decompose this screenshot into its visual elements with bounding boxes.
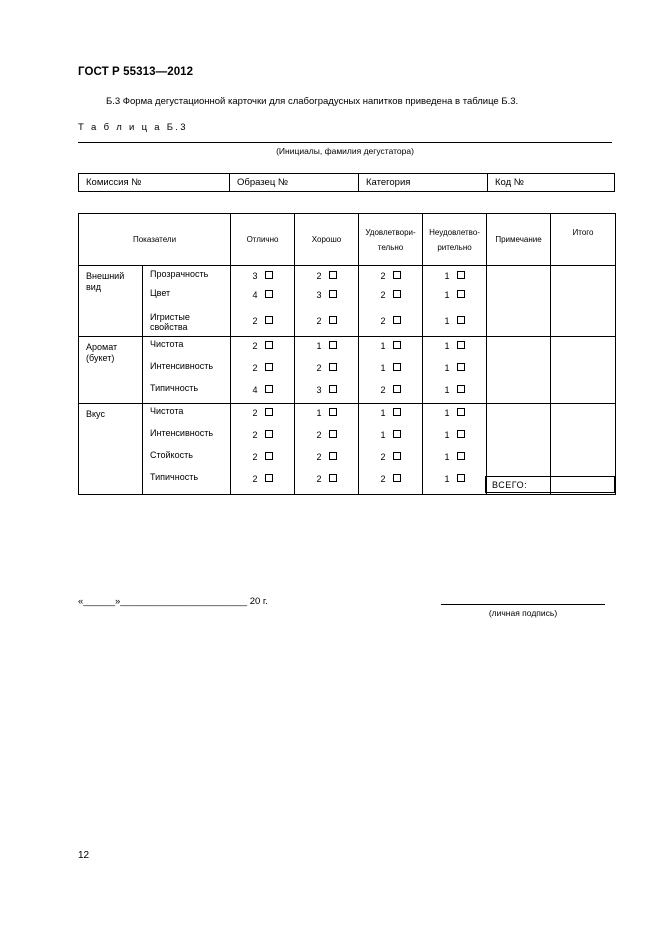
score-value: 2	[380, 290, 386, 300]
score-value: 3	[252, 271, 258, 281]
score-column-unsatisfactory	[423, 404, 487, 495]
score-option[interactable]	[359, 448, 422, 470]
signature-caption: (личная подпись)	[488, 608, 558, 618]
score-option[interactable]	[359, 288, 422, 310]
checkbox-icon[interactable]	[265, 341, 273, 349]
indicator-label: Игристые свойства	[150, 312, 190, 332]
score-option[interactable]	[231, 470, 294, 494]
commission-field[interactable]: Комиссия №	[79, 174, 230, 192]
col-total: Итого	[551, 214, 616, 266]
score-option[interactable]	[423, 288, 486, 310]
checkbox-icon[interactable]	[393, 452, 401, 460]
score-option[interactable]	[359, 337, 422, 359]
checkbox-icon[interactable]	[393, 385, 401, 393]
note-cell[interactable]	[487, 266, 551, 337]
score-option[interactable]	[295, 448, 358, 470]
score-value: 2	[252, 474, 258, 484]
score-value: 2	[380, 271, 386, 281]
score-option[interactable]	[231, 381, 294, 403]
grand-total-table	[485, 476, 615, 493]
score-column-excellent	[231, 404, 295, 495]
note-cell[interactable]	[487, 337, 551, 404]
score-option[interactable]	[423, 448, 486, 470]
score-option[interactable]	[295, 470, 358, 494]
score-column-excellent	[231, 266, 295, 337]
score-option[interactable]	[423, 359, 486, 381]
score-value: 2	[380, 316, 386, 326]
checkbox-icon[interactable]	[457, 290, 465, 298]
checkbox-icon[interactable]	[457, 271, 465, 279]
score-value: 2	[316, 316, 322, 326]
checkbox-icon[interactable]	[329, 290, 337, 298]
score-value: 1	[444, 452, 450, 462]
score-option[interactable]	[295, 381, 358, 403]
score-option[interactable]	[423, 337, 486, 359]
score-option[interactable]	[423, 470, 486, 494]
score-option[interactable]	[295, 310, 358, 336]
score-value: 1	[444, 271, 450, 281]
score-option[interactable]	[359, 266, 422, 288]
col-unsatisfactory	[423, 214, 487, 266]
checkbox-icon[interactable]	[329, 408, 337, 416]
group-name: Внешний вид	[79, 266, 143, 337]
score-option[interactable]	[231, 426, 294, 448]
score-column-good	[295, 266, 359, 337]
score-column-satisfactory	[359, 266, 423, 337]
score-value: 1	[444, 408, 450, 418]
score-value: 4	[252, 385, 258, 395]
score-option[interactable]	[423, 266, 486, 288]
score-option[interactable]	[295, 404, 358, 426]
indicator-label: Стойкость	[150, 450, 193, 460]
score-option[interactable]	[423, 310, 486, 336]
checkbox-icon[interactable]	[457, 474, 465, 482]
indicator-list	[143, 266, 231, 337]
score-option[interactable]	[231, 337, 294, 359]
date-line[interactable]: «______»________________________ 20 г.	[78, 596, 268, 607]
score-value: 1	[444, 385, 450, 395]
score-option[interactable]	[423, 426, 486, 448]
score-value: 1	[444, 316, 450, 326]
indicator-label: Цвет	[150, 288, 171, 298]
checkbox-icon[interactable]	[393, 271, 401, 279]
col-note: Примечание	[487, 214, 551, 266]
indicator-list	[143, 404, 231, 495]
score-option[interactable]	[359, 470, 422, 494]
checkbox-icon[interactable]	[457, 316, 465, 324]
col-satisfactory-line2: тельно	[377, 242, 404, 252]
score-column-good	[295, 337, 359, 404]
score-value: 1	[380, 363, 386, 373]
checkbox-icon[interactable]	[265, 316, 273, 324]
checkbox-icon[interactable]	[329, 271, 337, 279]
checkbox-icon[interactable]	[393, 341, 401, 349]
checkbox-icon[interactable]	[393, 430, 401, 438]
score-value: 2	[252, 341, 258, 351]
page-number: 12	[78, 850, 90, 861]
checkbox-icon[interactable]	[393, 363, 401, 371]
col-unsatisfactory-line2: рительно	[437, 242, 472, 252]
score-value: 2	[316, 474, 322, 484]
group-total-cell[interactable]	[551, 337, 616, 404]
checkbox-icon[interactable]	[457, 430, 465, 438]
checkbox-icon[interactable]	[265, 271, 273, 279]
score-value: 2	[316, 452, 322, 462]
header-fields-table	[78, 173, 615, 192]
score-option[interactable]	[295, 337, 358, 359]
score-column-satisfactory	[359, 404, 423, 495]
score-value: 1	[444, 341, 450, 351]
indicator-label: Типичность	[150, 472, 199, 482]
category-field[interactable]: Категория	[359, 174, 488, 192]
score-column-unsatisfactory	[423, 266, 487, 337]
checkbox-icon[interactable]	[329, 452, 337, 460]
score-option[interactable]	[423, 404, 486, 426]
score-value: 4	[252, 290, 258, 300]
table-caption: Т а б л и ц а Б.3	[78, 122, 188, 133]
score-option[interactable]	[295, 288, 358, 310]
col-unsatisfactory-line1: Неудовлетво-	[429, 227, 480, 237]
checkbox-icon[interactable]	[457, 385, 465, 393]
indicator-label: Типичность	[150, 383, 199, 393]
taster-name-line[interactable]	[78, 142, 612, 143]
score-option[interactable]	[359, 381, 422, 403]
score-value: 2	[252, 316, 258, 326]
score-value: 1	[444, 430, 450, 440]
grand-total-cell[interactable]: ВСЕГО:	[486, 477, 615, 493]
score-option[interactable]	[359, 426, 422, 448]
checkbox-icon[interactable]	[329, 385, 337, 393]
score-value: 1	[380, 408, 386, 418]
checkbox-icon[interactable]	[457, 452, 465, 460]
group-total-cell[interactable]	[551, 266, 616, 337]
checkbox-icon[interactable]	[329, 474, 337, 482]
score-value: 3	[316, 290, 322, 300]
checkbox-icon[interactable]	[329, 363, 337, 371]
score-column-unsatisfactory	[423, 337, 487, 404]
score-value: 2	[380, 452, 386, 462]
score-column-good	[295, 404, 359, 495]
score-value: 2	[252, 430, 258, 440]
code-field[interactable]: Код №	[488, 174, 615, 192]
score-column-excellent	[231, 337, 295, 404]
intro-paragraph: Б.3 Форма дегустационной карточки для слабоградусных напитков приведена в таблице Б.3.	[106, 96, 519, 107]
checkbox-icon[interactable]	[457, 363, 465, 371]
score-option[interactable]	[359, 359, 422, 381]
checkbox-icon[interactable]	[265, 408, 273, 416]
indicator-label: Чистота	[150, 406, 184, 416]
checkbox-icon[interactable]	[265, 452, 273, 460]
score-value: 2	[316, 271, 322, 281]
score-option[interactable]	[295, 426, 358, 448]
group-name: Аромат (букет)	[79, 337, 143, 404]
checkbox-icon[interactable]	[457, 341, 465, 349]
score-value: 3	[316, 385, 322, 395]
col-good: Хорошо	[295, 214, 359, 266]
checkbox-icon[interactable]	[265, 430, 273, 438]
score-option[interactable]	[231, 266, 294, 288]
checkbox-icon[interactable]	[265, 385, 273, 393]
score-option[interactable]	[359, 404, 422, 426]
score-column-satisfactory	[359, 337, 423, 404]
score-option[interactable]	[231, 310, 294, 336]
score-value: 1	[444, 474, 450, 484]
score-option[interactable]	[231, 359, 294, 381]
score-value: 2	[316, 363, 322, 373]
col-satisfactory-line1: Удовлетвори-	[365, 227, 416, 237]
indicator-label: Прозрачность	[150, 269, 209, 279]
checkbox-icon[interactable]	[393, 408, 401, 416]
checkbox-icon[interactable]	[265, 474, 273, 482]
taster-name-caption: (Инициалы, фамилия дегустатора)	[276, 146, 414, 156]
score-option[interactable]	[295, 266, 358, 288]
checkbox-icon[interactable]	[265, 363, 273, 371]
checkbox-icon[interactable]	[329, 430, 337, 438]
score-option[interactable]	[295, 359, 358, 381]
indicator-label: Интенсивность	[150, 428, 214, 438]
checkbox-icon[interactable]	[393, 290, 401, 298]
score-option[interactable]	[231, 404, 294, 426]
score-value: 2	[252, 363, 258, 373]
checkbox-icon[interactable]	[393, 474, 401, 482]
score-value: 1	[380, 430, 386, 440]
score-option[interactable]	[423, 381, 486, 403]
score-option[interactable]	[231, 448, 294, 470]
tasting-table	[78, 213, 616, 495]
score-value: 2	[252, 408, 258, 418]
score-value: 2	[380, 385, 386, 395]
score-value: 2	[316, 430, 322, 440]
score-option[interactable]	[359, 310, 422, 336]
score-value: 1	[380, 341, 386, 351]
score-value: 1	[444, 363, 450, 373]
indicator-label: Чистота	[150, 339, 184, 349]
signature-line[interactable]	[441, 604, 605, 605]
score-value: 1	[444, 290, 450, 300]
indicator-label: Интенсивность	[150, 361, 214, 371]
group-name: Вкус	[79, 404, 143, 495]
checkbox-icon[interactable]	[457, 408, 465, 416]
checkbox-icon[interactable]	[329, 316, 337, 324]
col-satisfactory	[359, 214, 423, 266]
score-value: 1	[316, 341, 322, 351]
standard-title: ГОСТ Р 55313—2012	[78, 66, 194, 78]
checkbox-icon[interactable]	[265, 290, 273, 298]
sample-field[interactable]: Образец №	[230, 174, 359, 192]
checkbox-icon[interactable]	[393, 316, 401, 324]
score-option[interactable]	[231, 288, 294, 310]
score-value: 2	[380, 474, 386, 484]
checkbox-icon[interactable]	[329, 341, 337, 349]
indicator-list	[143, 337, 231, 404]
col-excellent: Отлично	[231, 214, 295, 266]
score-value: 1	[316, 408, 322, 418]
col-indicators: Показатели	[79, 214, 231, 266]
score-value: 2	[252, 452, 258, 462]
